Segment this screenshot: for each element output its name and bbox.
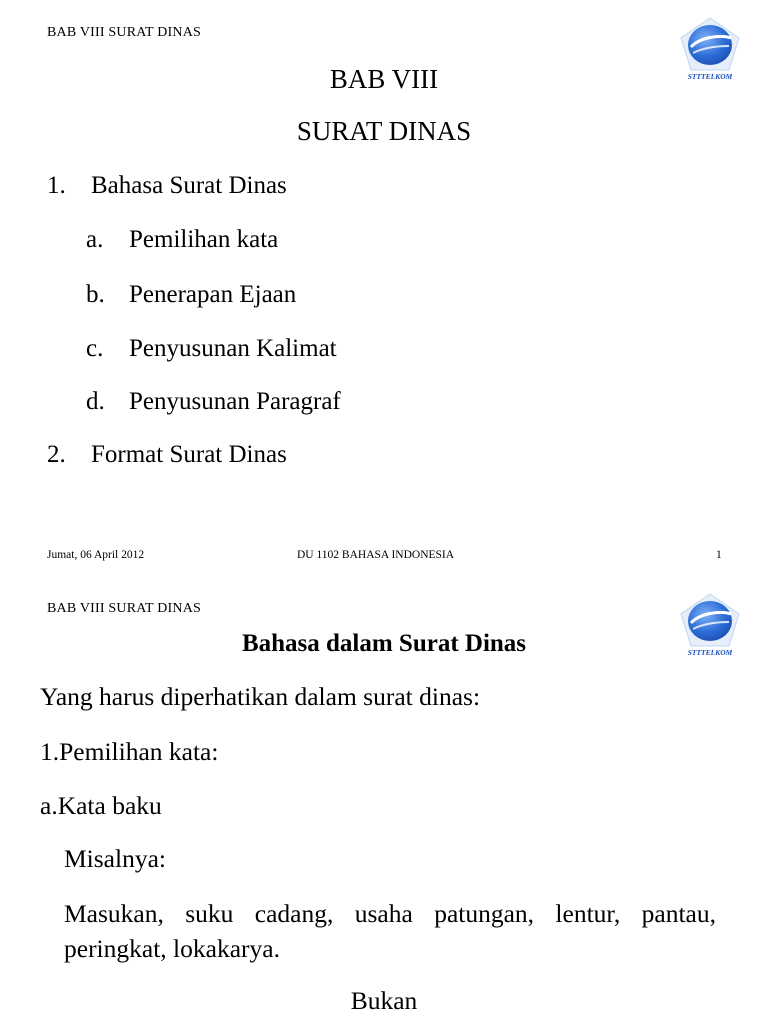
footer-course: DU 1102 BAHASA INDONESIA: [297, 549, 455, 561]
list-item: d. Penyusunan Paragraf: [86, 388, 341, 415]
logo-text: STTTELKOM: [687, 72, 733, 81]
slide-title: Bahasa dalam Surat Dinas: [241, 630, 527, 657]
slide-header: BAB VIII SURAT DINAS: [47, 25, 202, 40]
list-item: a. Pemilihan kata: [86, 226, 279, 253]
list-item: c. Penyusunan Kalimat: [86, 335, 337, 362]
list-item: b. Penerapan Ejaan: [86, 281, 297, 308]
footer-date: Jumat, 06 April 2012: [47, 549, 145, 561]
slide-header: BAB VIII SURAT DINAS: [47, 601, 202, 616]
body-line: 1.Pemilihan kata:: [40, 737, 219, 766]
body-line: Bukan: [350, 986, 418, 1015]
list-item: 1. Bahasa Surat Dinas: [47, 172, 287, 199]
example-paragraph: Masukan, suku cadang, usaha patungan, lentur, pantau, peringkat, lokakarya.: [64, 899, 716, 963]
slide-title-line1: BAB VIII: [329, 64, 439, 94]
footer-page-number: 1: [716, 549, 722, 561]
list-item: 2. Format Surat Dinas: [47, 441, 287, 468]
body-line: Yang harus diperhatikan dalam surat dinas:: [40, 682, 481, 711]
slide-title-line2: SURAT DINAS: [296, 116, 472, 146]
body-line: Misalnya:: [64, 844, 166, 873]
body-line: a.Kata baku: [40, 791, 162, 820]
logo-text: STTTELKOM: [687, 648, 733, 657]
slide-2: [0, 576, 768, 1024]
